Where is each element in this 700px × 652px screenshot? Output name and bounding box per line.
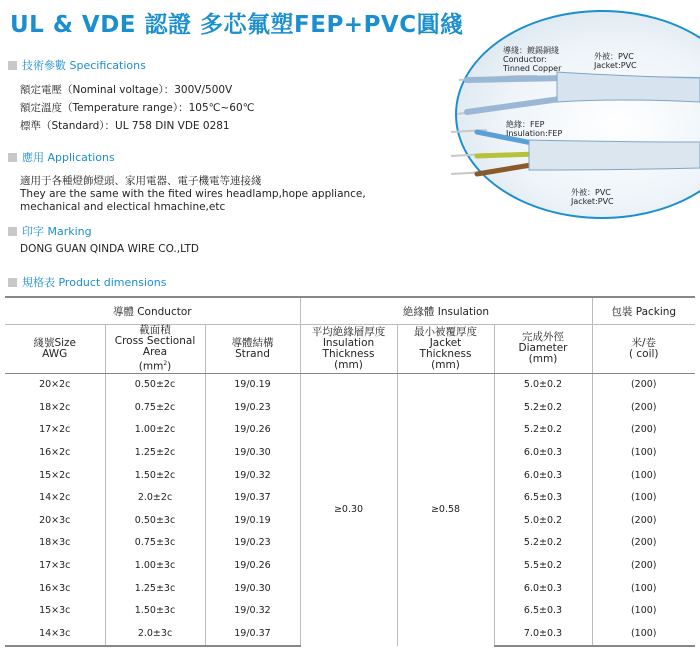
cell-strand: 19/0.23 <box>205 396 300 419</box>
cell-packing: (100) <box>592 441 695 464</box>
cell-strand: 19/0.30 <box>205 577 300 600</box>
table-column-header-row <box>5 325 695 374</box>
cell-packing: (200) <box>592 554 695 577</box>
col-header-text: Cross Sectional <box>114 335 196 347</box>
cell-area: 1.50±2c <box>105 464 205 487</box>
cell-packing: (200) <box>592 419 695 442</box>
cell-size: 17×2c <box>39 424 71 436</box>
col-header-text: 截面積 <box>139 324 171 336</box>
cell-packing: (100) <box>592 486 695 509</box>
cell-strand: 19/0.30 <box>205 441 300 464</box>
cell-diameter: 6.0±0.3 <box>494 441 592 464</box>
cell-area: 0.50±2c <box>105 373 205 396</box>
cell-size: 16×3c <box>39 582 71 594</box>
col-header-area <box>105 325 205 374</box>
cell-diameter: 5.2±0.2 <box>494 419 592 442</box>
section-label: 應用 Applications <box>22 151 115 164</box>
table-row <box>5 373 695 396</box>
col-header-jacket-thickness <box>397 325 494 374</box>
cell-diameter: 7.0±0.3 <box>494 622 592 646</box>
jacket-top-label-cn: 外被：PVC <box>594 52 634 61</box>
application-cn: 適用于各種燈飾燈頭、家用電器、電子機電等連接綫 <box>20 175 262 187</box>
cell-size: 15×2c <box>39 469 71 481</box>
jacket-bottom-label-cn: 外被：PVC <box>571 188 611 197</box>
col-header-text: Jacket <box>429 336 462 349</box>
jacket-bottom-label-en: Jacket:PVC <box>571 197 614 206</box>
col-header-text: (mm) <box>431 358 460 371</box>
cell-area: 1.25±3c <box>105 577 205 600</box>
col-header-text: (mm <box>138 360 164 373</box>
cell-diameter: 5.2±0.2 <box>494 396 592 419</box>
cell-area: 1.00±3c <box>105 554 205 577</box>
bullet-square-icon <box>8 153 17 162</box>
col-header-text: 最小被覆厚度 <box>414 325 477 338</box>
jacket-top-label <box>594 52 637 70</box>
col-header-text: Diameter <box>518 342 568 355</box>
spec-temperature: 額定溫度（Temperature range）：105℃~60℃ <box>20 102 255 114</box>
col-header-text: Thickness <box>419 347 472 360</box>
bullet-square-icon <box>8 278 17 287</box>
cell-diameter: 6.5±0.3 <box>494 486 592 509</box>
col-header-text: 綫號Size <box>33 336 77 349</box>
col-header-text: ( coil) <box>628 347 659 360</box>
cell-size: 14×2c <box>39 492 71 504</box>
col-header-text: Thickness <box>322 347 375 360</box>
cell-size: 20×3c <box>39 514 71 526</box>
col-header-size <box>5 325 105 374</box>
col-header-text: 導體結構 <box>231 336 274 349</box>
spec-voltage: 額定電壓（Nominal voltage）：300V/500V <box>20 84 233 96</box>
cell-packing: (100) <box>592 464 695 487</box>
cell-strand: 19/0.32 <box>205 599 300 622</box>
cell-strand: 19/0.26 <box>205 554 300 577</box>
cable-illustration <box>447 2 700 220</box>
section-label: 規格表 Product dimensions <box>22 276 167 289</box>
cell-strand: 19/0.19 <box>205 373 300 396</box>
cell-size: 15×3c <box>39 605 71 617</box>
section-heading-marking <box>8 223 92 239</box>
cell-packing: (200) <box>592 396 695 419</box>
cell-size: 20×2c <box>39 379 71 391</box>
cell-size: 14×3c <box>5 622 105 646</box>
cell-packing: (100) <box>592 577 695 600</box>
cell-diameter: 6.0±0.3 <box>494 577 592 600</box>
cell-area: 2.0±2c <box>105 486 205 509</box>
cell-area: 2.0±3c <box>105 622 205 646</box>
group-header-insulation: 絶緣體 Insulation <box>300 297 592 325</box>
cell-diameter: 5.0±0.2 <box>494 373 592 396</box>
col-header-insulation-thickness <box>300 325 397 374</box>
col-header-text: 米/卷 <box>631 336 657 349</box>
cell-insulation-thickness: ≥0.30 <box>300 373 397 646</box>
col-header-text: Insulation <box>322 336 375 349</box>
col-header-diameter <box>494 325 592 374</box>
cell-diameter: 6.5±0.3 <box>494 599 592 622</box>
cell-strand: 19/0.32 <box>205 464 300 487</box>
conductor-label <box>503 46 561 73</box>
cell-size: 17×3c <box>39 560 71 572</box>
cell-strand: 19/0.26 <box>205 419 300 442</box>
section-heading-specifications <box>8 57 146 73</box>
spec-standard: 標準（Standard）：UL 758 DIN VDE 0281 <box>20 120 230 132</box>
conductor-label-en2: Tinned Copper <box>503 64 562 73</box>
cell-area: 1.25±2c <box>105 441 205 464</box>
insulation-label-cn: 絶緣：FEP <box>506 120 545 129</box>
col-header-strand <box>205 325 300 374</box>
cell-area: 0.75±2c <box>105 396 205 419</box>
cell-size: 18×3c <box>39 537 71 549</box>
cell-packing: (100) <box>592 599 695 622</box>
conductor-label-en1: Conductor: <box>503 55 547 64</box>
application-en-2: mechanical and electical hmachine,etc <box>20 201 226 213</box>
cell-packing: (100) <box>592 622 695 646</box>
insulation-label-en: Insulation:FEP <box>506 129 563 138</box>
cell-packing: (200) <box>592 509 695 532</box>
col-header-text: (mm) <box>528 353 558 366</box>
table-group-header-row <box>5 297 695 325</box>
cell-strand: 19/0.37 <box>205 622 300 646</box>
cell-area: 1.00±2c <box>105 419 205 442</box>
cell-area: 0.75±3c <box>105 532 205 555</box>
marking-text: DONG GUAN QINDA WIRE CO.,LTD <box>20 243 200 255</box>
cell-diameter: 5.2±0.2 <box>494 532 592 555</box>
group-header-conductor: 導體 Conductor <box>5 297 300 325</box>
section-heading-applications <box>8 149 115 165</box>
cell-packing: (200) <box>592 532 695 555</box>
cell-strand: 19/0.23 <box>205 532 300 555</box>
jacket-bottom-label <box>571 188 614 206</box>
col-header-text: Area <box>142 346 168 358</box>
col-header-text: Strand <box>235 347 270 360</box>
insulation-label <box>506 120 562 138</box>
bullet-square-icon <box>8 227 17 236</box>
section-label: 技術參數 Specifications <box>22 59 146 72</box>
section-heading-dimensions <box>8 274 166 290</box>
col-header-unit: $(mm^2)$ <box>138 360 172 373</box>
cell-diameter: 6.0±0.3 <box>494 464 592 487</box>
table-body <box>5 373 695 646</box>
cell-strand: 19/0.37 <box>205 486 300 509</box>
product-dimensions-table <box>5 296 695 647</box>
jacket-top-label-en: Jacket:PVC <box>594 61 637 70</box>
cell-area: 0.50±3c <box>105 509 205 532</box>
col-header-text: 平均絶緣層厚度 <box>311 325 386 338</box>
cell-size: 18×2c <box>39 401 71 413</box>
col-header-text: (mm) <box>334 358 363 371</box>
cell-diameter: 5.0±0.2 <box>494 509 592 532</box>
col-header-packing <box>592 325 695 374</box>
cell-size: 16×2c <box>39 447 71 459</box>
application-en-1: They are the same with the fited wires headlamp,hope appliance, <box>20 188 366 200</box>
cell-strand: 19/0.19 <box>205 509 300 532</box>
cell-packing: (200) <box>592 373 695 396</box>
section-label: 印字 Marking <box>22 225 92 238</box>
cell-area: 1.50±3c <box>105 599 205 622</box>
bullet-square-icon <box>8 61 17 70</box>
col-header-text: 完成外徑 <box>522 331 564 344</box>
group-header-packing: 包裝 Packing <box>592 297 695 325</box>
page-title: UL & VDE 認證 多芯氟塑FEP+PVC圓綫 <box>10 12 464 38</box>
col-header-text: AWG <box>42 347 68 360</box>
conductor-label-cn: 導綫：鍍錫銅綫 <box>503 46 559 55</box>
cell-jacket-thickness: ≥0.58 <box>397 373 494 646</box>
cell-diameter: 5.5±0.2 <box>494 554 592 577</box>
